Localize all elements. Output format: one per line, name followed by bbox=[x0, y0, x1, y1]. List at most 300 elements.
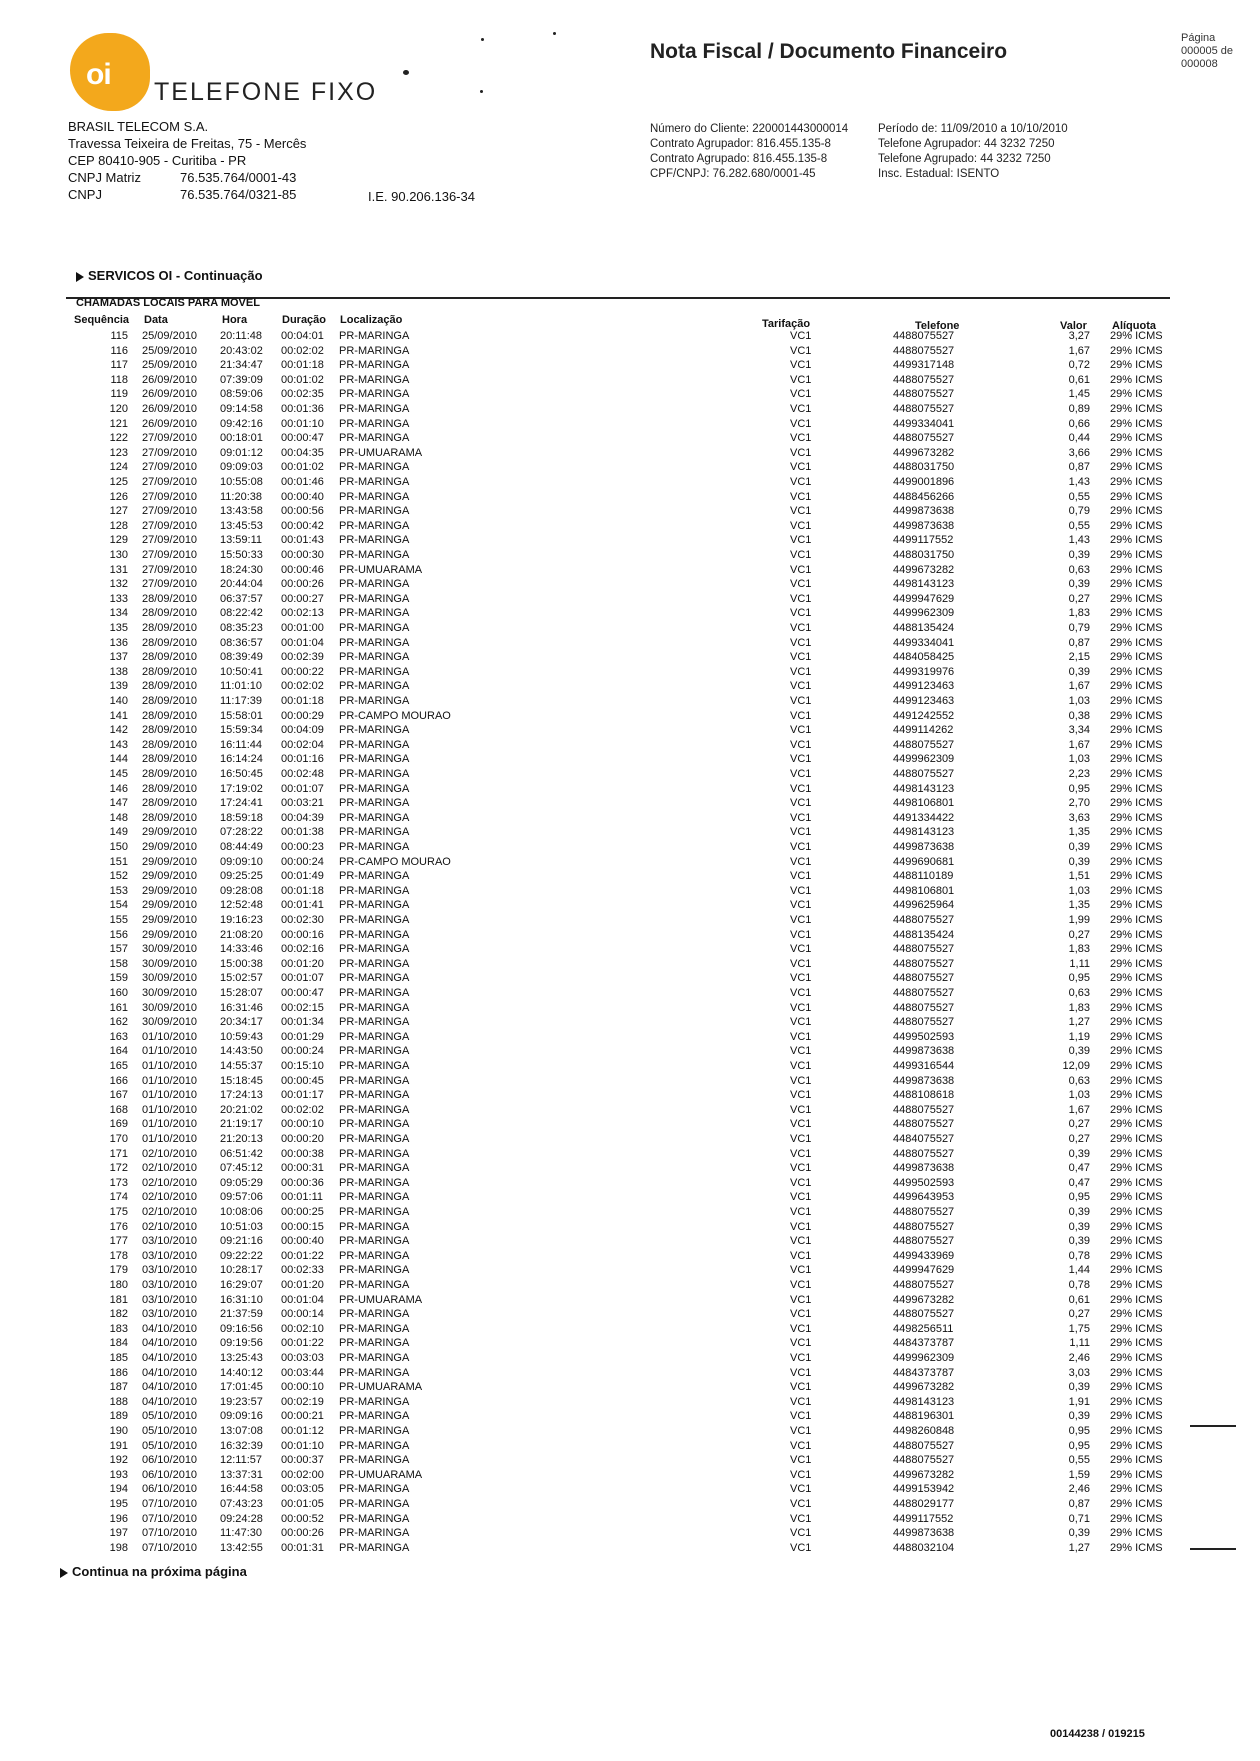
duration-cell: 00:02:02 bbox=[281, 1103, 324, 1116]
sequence-cell: 131 bbox=[109, 563, 128, 576]
table-row bbox=[0, 577, 1260, 592]
duration-cell: 00:04:39 bbox=[281, 811, 324, 824]
sequence-cell: 167 bbox=[109, 1089, 128, 1102]
duration-cell: 00:00:21 bbox=[281, 1410, 324, 1423]
location-cell: PR-MARINGA bbox=[339, 1352, 410, 1364]
tariff-cell: VC1 bbox=[790, 768, 812, 780]
date-cell: 03/10/2010 bbox=[142, 1293, 198, 1306]
phone-cell: 4499316544 bbox=[893, 1060, 955, 1072]
sequence-cell: 126 bbox=[109, 490, 128, 503]
rate-cell: 29% ICMS bbox=[1110, 578, 1163, 591]
tariff-cell: VC1 bbox=[790, 373, 812, 386]
tariff-cell: VC1 bbox=[790, 1308, 812, 1321]
tariff-cell: VC1 bbox=[790, 1322, 812, 1335]
value-cell: 1,27 bbox=[1068, 1541, 1090, 1554]
location-cell: PR-MARINGA bbox=[339, 987, 410, 999]
phone-cell: 4488075527 bbox=[893, 1454, 955, 1467]
rate-cell: 29% ICMS bbox=[1110, 651, 1163, 664]
phone-cell: 4488032104 bbox=[893, 1541, 955, 1554]
value-cell: 1,83 bbox=[1068, 607, 1090, 620]
value-cell: 1,91 bbox=[1068, 1395, 1090, 1408]
duration-cell: 00:01:20 bbox=[281, 957, 324, 970]
time-cell: 08:59:06 bbox=[220, 388, 263, 401]
rate-cell: 29% ICMS bbox=[1110, 330, 1163, 342]
value-cell: 3,66 bbox=[1068, 446, 1090, 459]
location-cell: PR-UMUARAMA bbox=[339, 1468, 423, 1481]
date-cell: 27/09/2010 bbox=[142, 461, 198, 474]
location-cell: PR-MARINGA bbox=[339, 1264, 410, 1277]
value-cell: 0,63 bbox=[1068, 1074, 1090, 1087]
location-cell: PR-MARINGA bbox=[339, 914, 410, 926]
tariff-cell: VC1 bbox=[790, 1249, 812, 1262]
tariff-cell: VC1 bbox=[790, 797, 812, 810]
time-cell: 10:55:08 bbox=[220, 476, 263, 488]
time-cell: 10:28:17 bbox=[220, 1264, 263, 1277]
sequence-cell: 128 bbox=[109, 519, 128, 532]
location-cell: PR-MARINGA bbox=[339, 972, 410, 985]
rate-cell: 29% ICMS bbox=[1110, 1030, 1163, 1043]
rate-cell: 29% ICMS bbox=[1110, 841, 1163, 853]
location-cell: PR-MARINGA bbox=[339, 782, 410, 795]
phone-cell: 4499117552 bbox=[893, 1512, 954, 1525]
phone-cell: 4488075527 bbox=[893, 768, 955, 780]
duration-cell: 00:00:15 bbox=[281, 1220, 324, 1233]
time-cell: 21:37:59 bbox=[220, 1308, 263, 1321]
value-cell: 0,55 bbox=[1068, 1454, 1090, 1467]
value-cell: 0,87 bbox=[1068, 461, 1090, 474]
sequence-cell: 193 bbox=[109, 1468, 128, 1481]
value-cell: 0,55 bbox=[1068, 490, 1090, 503]
sequence-cell: 183 bbox=[109, 1322, 128, 1335]
rate-cell: 29% ICMS bbox=[1110, 768, 1163, 780]
location-cell: PR-MARINGA bbox=[339, 578, 410, 591]
duration-cell: 00:02:10 bbox=[281, 1322, 324, 1335]
tariff-cell: VC1 bbox=[790, 1060, 812, 1072]
table-row bbox=[0, 796, 1260, 811]
sequence-cell: 178 bbox=[109, 1249, 128, 1262]
table-row bbox=[0, 957, 1260, 972]
tariff-cell: VC1 bbox=[790, 1264, 812, 1277]
phone-cell: 4499962309 bbox=[893, 1352, 955, 1364]
rate-cell: 29% ICMS bbox=[1110, 1425, 1163, 1437]
location-cell: PR-MARINGA bbox=[339, 1118, 410, 1131]
location-cell: PR-MARINGA bbox=[339, 724, 410, 737]
duration-cell: 00:01:10 bbox=[281, 1439, 324, 1452]
time-cell: 11:47:30 bbox=[220, 1527, 263, 1540]
location-cell: PR-MARINGA bbox=[339, 534, 410, 547]
value-cell: 0,95 bbox=[1068, 1439, 1090, 1452]
date-cell: 28/09/2010 bbox=[142, 753, 198, 766]
table-row bbox=[0, 402, 1260, 417]
client-number: Número do Cliente: 220001443000014 bbox=[650, 123, 849, 135]
value-cell: 1,99 bbox=[1068, 914, 1090, 926]
phone-cell: 4484075527 bbox=[893, 1133, 955, 1145]
tariff-cell: VC1 bbox=[790, 403, 812, 415]
location-cell: PR-MARINGA bbox=[339, 695, 410, 707]
value-cell: 0,39 bbox=[1068, 841, 1090, 853]
tariff-cell: VC1 bbox=[790, 782, 812, 795]
table-row bbox=[0, 913, 1260, 928]
table-row bbox=[0, 738, 1260, 753]
duration-cell: 00:02:35 bbox=[281, 388, 324, 401]
time-cell: 13:25:43 bbox=[220, 1352, 263, 1364]
value-cell: 1,45 bbox=[1068, 388, 1090, 401]
phone-cell: 4499673282 bbox=[893, 446, 955, 459]
phone-cell: 4499433969 bbox=[893, 1249, 955, 1262]
rate-cell: 29% ICMS bbox=[1110, 1103, 1163, 1116]
date-cell: 29/09/2010 bbox=[142, 841, 198, 853]
location-cell: PR-MARINGA bbox=[339, 417, 410, 430]
location-cell: PR-MARINGA bbox=[339, 1016, 410, 1029]
sequence-cell: 153 bbox=[109, 884, 128, 897]
time-cell: 09:01:12 bbox=[220, 446, 263, 459]
phone-agrupado: Telefone Agrupado: 44 3232 7250 bbox=[878, 153, 1051, 165]
document-title: Nota Fiscal / Documento Financeiro bbox=[650, 40, 1008, 63]
col-header-duration: Duração bbox=[282, 314, 327, 326]
time-cell: 17:24:13 bbox=[220, 1089, 263, 1102]
phone-cell: 4488031750 bbox=[893, 461, 955, 474]
time-cell: 21:20:13 bbox=[220, 1133, 263, 1145]
duration-cell: 00:00:38 bbox=[281, 1147, 324, 1160]
location-cell: PR-MARINGA bbox=[339, 476, 410, 488]
phone-cell: 4488075527 bbox=[893, 432, 955, 445]
duration-cell: 00:15:10 bbox=[281, 1060, 324, 1072]
phone-cell: 4498256511 bbox=[893, 1322, 954, 1335]
value-cell: 1,43 bbox=[1068, 534, 1090, 547]
subsection-title: CHAMADAS LOCAIS PARA MOVEL bbox=[76, 297, 260, 309]
tariff-cell: VC1 bbox=[790, 388, 812, 401]
rate-cell: 29% ICMS bbox=[1110, 695, 1163, 707]
value-cell: 0,44 bbox=[1068, 432, 1090, 445]
table-row bbox=[0, 1132, 1260, 1147]
tariff-cell: VC1 bbox=[790, 826, 812, 839]
time-cell: 08:35:23 bbox=[220, 622, 263, 634]
phone-cell: 4499873638 bbox=[893, 519, 955, 532]
phone-cell: 4488029177 bbox=[893, 1498, 955, 1510]
contract-agrupado: Contrato Agrupado: 816.455.135-8 bbox=[650, 153, 828, 165]
rate-cell: 29% ICMS bbox=[1110, 1001, 1163, 1014]
rate-cell: 29% ICMS bbox=[1110, 928, 1163, 941]
table-row bbox=[0, 767, 1260, 782]
scan-dot bbox=[403, 70, 409, 75]
table-row bbox=[0, 1380, 1260, 1395]
time-cell: 14:43:50 bbox=[220, 1045, 263, 1058]
location-cell: PR-MARINGA bbox=[339, 1089, 410, 1102]
phone-cell: 4499873638 bbox=[893, 841, 955, 853]
table-row bbox=[0, 1497, 1260, 1512]
sequence-cell: 184 bbox=[109, 1337, 128, 1350]
rate-cell: 29% ICMS bbox=[1110, 972, 1163, 985]
location-cell: PR-MARINGA bbox=[339, 1366, 410, 1379]
rate-cell: 29% ICMS bbox=[1110, 782, 1163, 795]
date-cell: 27/09/2010 bbox=[142, 549, 198, 561]
tariff-cell: VC1 bbox=[790, 1483, 812, 1496]
company-cnpj-matriz bbox=[68, 169, 306, 186]
duration-cell: 00:00:27 bbox=[281, 592, 324, 605]
tariff-cell: VC1 bbox=[790, 1235, 812, 1248]
page-number bbox=[1181, 32, 1233, 71]
table-row bbox=[0, 1526, 1260, 1541]
phone-cell: 4499873638 bbox=[893, 1527, 955, 1540]
phone-cell: 4488075527 bbox=[893, 1220, 955, 1233]
date-cell: 30/09/2010 bbox=[142, 943, 198, 956]
time-cell: 10:59:43 bbox=[220, 1030, 263, 1043]
phone-cell: 4499153942 bbox=[893, 1483, 955, 1496]
duration-cell: 00:01:43 bbox=[281, 534, 324, 547]
date-cell: 05/10/2010 bbox=[142, 1410, 198, 1423]
date-cell: 28/09/2010 bbox=[142, 738, 198, 751]
phone-cell: 4499947629 bbox=[893, 592, 955, 605]
value-cell: 1,67 bbox=[1068, 738, 1090, 751]
time-cell: 16:11:44 bbox=[220, 738, 263, 751]
duration-cell: 00:01:05 bbox=[281, 1498, 324, 1510]
sequence-cell: 163 bbox=[109, 1030, 128, 1043]
phone-cell: 4488075527 bbox=[893, 1439, 955, 1452]
company-name: BRASIL TELECOM S.A. bbox=[68, 119, 209, 134]
rate-cell: 29% ICMS bbox=[1110, 1220, 1163, 1233]
duration-cell: 00:02:02 bbox=[281, 344, 324, 357]
tariff-cell: VC1 bbox=[790, 709, 812, 722]
table-row bbox=[0, 679, 1260, 694]
rate-cell: 29% ICMS bbox=[1110, 1308, 1163, 1321]
date-cell: 02/10/2010 bbox=[142, 1147, 198, 1160]
rate-cell: 29% ICMS bbox=[1110, 607, 1163, 620]
table-row bbox=[0, 1249, 1260, 1264]
table-row bbox=[0, 1117, 1260, 1132]
rate-cell: 29% ICMS bbox=[1110, 709, 1163, 722]
tariff-cell: VC1 bbox=[790, 505, 812, 518]
table-row bbox=[0, 752, 1260, 767]
table-row bbox=[0, 665, 1260, 680]
value-cell: 0,38 bbox=[1068, 709, 1090, 722]
company-cep-city: CEP 80410-905 - Curitiba - PR bbox=[68, 153, 247, 168]
value-cell: 1,43 bbox=[1068, 476, 1090, 488]
table-row bbox=[0, 1074, 1260, 1089]
tariff-cell: VC1 bbox=[790, 607, 812, 620]
rate-cell: 29% ICMS bbox=[1110, 1293, 1163, 1306]
value-cell: 0,27 bbox=[1068, 1308, 1090, 1321]
table-row bbox=[0, 606, 1260, 621]
time-cell: 15:59:34 bbox=[220, 724, 263, 737]
time-cell: 09:14:58 bbox=[220, 403, 263, 415]
tariff-cell: VC1 bbox=[790, 636, 812, 649]
phone-cell: 4488075527 bbox=[893, 1103, 955, 1116]
page-label: Página bbox=[1181, 32, 1216, 44]
tariff-cell: VC1 bbox=[790, 957, 812, 970]
location-cell: PR-MARINGA bbox=[339, 753, 410, 766]
duration-cell: 00:01:04 bbox=[281, 1293, 324, 1306]
rate-cell: 29% ICMS bbox=[1110, 622, 1163, 634]
phone-cell: 4488075527 bbox=[893, 388, 955, 401]
location-cell: PR-MARINGA bbox=[339, 651, 410, 664]
time-cell: 18:24:30 bbox=[220, 563, 263, 576]
duration-cell: 00:00:52 bbox=[281, 1512, 324, 1525]
tariff-cell: VC1 bbox=[790, 943, 812, 956]
rate-cell: 29% ICMS bbox=[1110, 1483, 1163, 1496]
phone-cell: 4488075527 bbox=[893, 330, 955, 342]
tariff-cell: VC1 bbox=[790, 1133, 812, 1145]
time-cell: 08:36:57 bbox=[220, 636, 263, 649]
tariff-cell: VC1 bbox=[790, 1089, 812, 1102]
rate-cell: 29% ICMS bbox=[1110, 1322, 1163, 1335]
margin-mark bbox=[1190, 1548, 1236, 1550]
rate-cell: 29% ICMS bbox=[1110, 870, 1163, 883]
tariff-cell: VC1 bbox=[790, 1220, 812, 1233]
time-cell: 08:39:49 bbox=[220, 651, 263, 664]
tariff-cell: VC1 bbox=[790, 987, 812, 999]
duration-cell: 00:02:39 bbox=[281, 651, 324, 664]
rate-cell: 29% ICMS bbox=[1110, 1176, 1163, 1189]
phone-cell: 4488075527 bbox=[893, 1147, 955, 1160]
duration-cell: 00:01:31 bbox=[281, 1541, 324, 1554]
table-row bbox=[0, 855, 1260, 870]
phone-cell: 4499690681 bbox=[893, 855, 955, 868]
time-cell: 16:50:45 bbox=[220, 768, 263, 780]
tariff-cell: VC1 bbox=[790, 680, 812, 693]
rate-cell: 29% ICMS bbox=[1110, 1249, 1163, 1262]
sequence-cell: 119 bbox=[110, 388, 128, 401]
duration-cell: 00:01:04 bbox=[281, 636, 324, 649]
time-cell: 09:24:28 bbox=[220, 1512, 263, 1525]
rate-cell: 29% ICMS bbox=[1110, 1191, 1163, 1204]
sequence-cell: 154 bbox=[109, 899, 128, 912]
duration-cell: 00:00:25 bbox=[281, 1206, 324, 1218]
value-cell: 1,03 bbox=[1068, 884, 1090, 897]
table-row bbox=[0, 1512, 1260, 1527]
date-cell: 04/10/2010 bbox=[142, 1322, 198, 1335]
value-cell: 1,11 bbox=[1069, 1337, 1090, 1350]
value-cell: 1,83 bbox=[1068, 1001, 1090, 1014]
tariff-cell: VC1 bbox=[790, 1293, 812, 1306]
table-row bbox=[0, 1044, 1260, 1059]
date-cell: 30/09/2010 bbox=[142, 1001, 198, 1014]
date-cell: 28/09/2010 bbox=[142, 665, 198, 678]
duration-cell: 00:01:11 bbox=[281, 1191, 324, 1204]
date-cell: 26/09/2010 bbox=[142, 388, 198, 401]
rate-cell: 29% ICMS bbox=[1110, 1468, 1163, 1481]
time-cell: 21:34:47 bbox=[220, 359, 263, 372]
date-cell: 30/09/2010 bbox=[142, 972, 198, 985]
sequence-cell: 188 bbox=[109, 1395, 128, 1408]
duration-cell: 00:01:02 bbox=[281, 373, 324, 386]
table-row bbox=[0, 709, 1260, 724]
rate-cell: 29% ICMS bbox=[1110, 476, 1163, 488]
duration-cell: 00:01:00 bbox=[281, 622, 324, 634]
table-row bbox=[0, 869, 1260, 884]
rate-cell: 29% ICMS bbox=[1110, 1133, 1163, 1145]
date-cell: 29/09/2010 bbox=[142, 826, 198, 839]
tariff-cell: VC1 bbox=[790, 592, 812, 605]
sequence-cell: 170 bbox=[109, 1133, 128, 1145]
time-cell: 12:52:48 bbox=[220, 899, 263, 912]
duration-cell: 00:01:20 bbox=[281, 1279, 324, 1291]
date-cell: 04/10/2010 bbox=[142, 1352, 198, 1364]
time-cell: 15:50:33 bbox=[220, 549, 263, 561]
date-cell: 26/09/2010 bbox=[142, 403, 198, 415]
phone-cell: 4484373787 bbox=[893, 1366, 955, 1379]
location-cell: PR-MARINGA bbox=[339, 330, 410, 342]
table-row bbox=[0, 1453, 1260, 1468]
location-cell: PR-MARINGA bbox=[339, 1425, 410, 1437]
table-row bbox=[0, 1439, 1260, 1454]
rate-cell: 29% ICMS bbox=[1110, 549, 1163, 561]
sequence-cell: 141 bbox=[109, 709, 128, 722]
table-row bbox=[0, 1176, 1260, 1191]
date-cell: 01/10/2010 bbox=[142, 1030, 198, 1043]
tariff-cell: VC1 bbox=[790, 928, 812, 941]
tariff-cell: VC1 bbox=[790, 1147, 812, 1160]
location-cell: PR-MARINGA bbox=[339, 1395, 410, 1408]
phone-cell: 4499873638 bbox=[893, 505, 955, 518]
date-cell: 28/09/2010 bbox=[142, 797, 198, 810]
time-cell: 14:55:37 bbox=[220, 1060, 263, 1072]
location-cell: PR-MARINGA bbox=[339, 1045, 410, 1058]
value-cell: 0,89 bbox=[1068, 403, 1090, 415]
date-cell: 06/10/2010 bbox=[142, 1454, 198, 1467]
date-cell: 27/09/2010 bbox=[142, 446, 198, 459]
phone-cell: 4499114262 bbox=[893, 724, 954, 737]
rate-cell: 29% ICMS bbox=[1110, 1279, 1163, 1291]
date-cell: 07/10/2010 bbox=[142, 1541, 198, 1554]
tariff-cell: VC1 bbox=[790, 563, 812, 576]
duration-cell: 00:00:20 bbox=[281, 1133, 324, 1145]
sequence-cell: 123 bbox=[109, 446, 128, 459]
rate-cell: 29% ICMS bbox=[1110, 797, 1163, 810]
rate-cell: 29% ICMS bbox=[1110, 680, 1163, 693]
sequence-cell: 190 bbox=[109, 1425, 128, 1437]
duration-cell: 00:04:01 bbox=[281, 330, 324, 342]
date-cell: 02/10/2010 bbox=[142, 1206, 198, 1218]
location-cell: PR-UMUARAMA bbox=[339, 1293, 423, 1306]
sequence-cell: 196 bbox=[109, 1512, 128, 1525]
sequence-cell: 191 bbox=[109, 1439, 128, 1452]
sequence-cell: 138 bbox=[109, 665, 128, 678]
value-cell: 1,11 bbox=[1069, 957, 1090, 970]
duration-cell: 00:01:36 bbox=[281, 403, 324, 415]
table-row bbox=[0, 344, 1260, 359]
col-header-tariff: Tarifação bbox=[762, 318, 811, 330]
phone-cell: 4499962309 bbox=[893, 607, 955, 620]
duration-cell: 00:03:44 bbox=[281, 1366, 324, 1379]
value-cell: 0,55 bbox=[1068, 519, 1090, 532]
phone-cell: 4488110189 bbox=[893, 870, 954, 883]
tariff-cell: VC1 bbox=[790, 870, 812, 883]
time-cell: 15:00:38 bbox=[220, 957, 263, 970]
location-cell: PR-MARINGA bbox=[339, 943, 410, 956]
duration-cell: 00:03:21 bbox=[281, 797, 324, 810]
date-cell: 30/09/2010 bbox=[142, 1016, 198, 1029]
tariff-cell: VC1 bbox=[790, 1206, 812, 1218]
phone-cell: 4491334422 bbox=[893, 811, 955, 824]
sequence-cell: 185 bbox=[109, 1352, 128, 1364]
duration-cell: 00:01:16 bbox=[281, 753, 324, 766]
time-cell: 19:16:23 bbox=[220, 914, 263, 926]
value-cell: 0,39 bbox=[1068, 1220, 1090, 1233]
date-cell: 03/10/2010 bbox=[142, 1264, 198, 1277]
value-cell: 0,87 bbox=[1068, 636, 1090, 649]
location-cell: PR-MARINGA bbox=[339, 680, 410, 693]
location-cell: PR-MARINGA bbox=[339, 1512, 410, 1525]
value-cell: 0,27 bbox=[1068, 592, 1090, 605]
phone-cell: 4499334041 bbox=[893, 636, 955, 649]
time-cell: 07:28:22 bbox=[220, 826, 263, 839]
rate-cell: 29% ICMS bbox=[1110, 636, 1163, 649]
location-cell: PR-MARINGA bbox=[339, 665, 410, 678]
duration-cell: 00:00:10 bbox=[281, 1381, 324, 1394]
tariff-cell: VC1 bbox=[790, 1162, 812, 1175]
duration-cell: 00:01:49 bbox=[281, 870, 324, 883]
table-row bbox=[0, 971, 1260, 986]
